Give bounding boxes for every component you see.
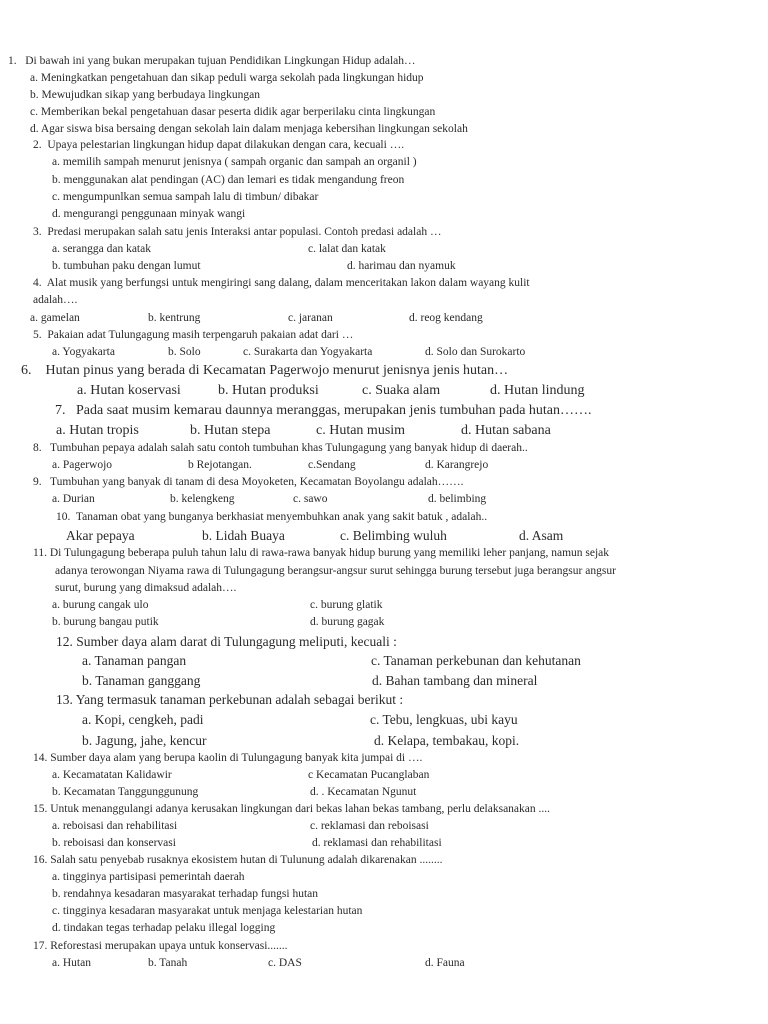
- option-7d: d. Hutan sabana: [461, 423, 551, 438]
- question-9: [33, 477, 464, 489]
- option-4b: b. kentrung: [148, 312, 201, 324]
- option-9c: c. sawo: [293, 493, 328, 505]
- option-12d: d. Bahan tambang dan mineral: [372, 673, 538, 688]
- option-8c: c.Sendang: [308, 459, 356, 471]
- question-11-continuation: surut, burung yang dimaksud adalah….: [55, 582, 237, 594]
- option-8b: b Rejotangan.: [188, 459, 252, 471]
- option-12b: b. Tanaman ganggang: [82, 673, 201, 688]
- option-5a: a. Yogyakarta: [52, 346, 115, 358]
- question-13: [56, 693, 403, 707]
- question-number: 13.: [56, 692, 73, 707]
- option-13c: c. Tebu, lengkuas, ubi kayu: [370, 712, 518, 727]
- option-2c: c. mengumpunlkan semua sampah lalu di timbun/ dibakar: [52, 191, 319, 203]
- question-text: Yang termasuk tanaman perkebunan adalah sebagai berikut :: [75, 692, 404, 707]
- option-4a: a. gamelan: [30, 312, 80, 324]
- option-6c: c. Suaka alam: [362, 383, 441, 398]
- question-text: Salah satu penyebab rusaknya ekosistem hutan di Tulunung adalah dikarenakan ........: [50, 854, 443, 866]
- option-1d: d. Agar siswa bisa bersaing dengan sekolah lain dalam menjaga kebersihan lingkungan sekolah: [30, 123, 468, 135]
- option-2d: d. mengurangi penggunaan minyak wangi: [52, 208, 246, 220]
- question-text: Pakaian adat Tulungagung masih terpengaruh pakaian adat dari …: [47, 329, 354, 341]
- option-10a: Akar pepaya: [66, 528, 135, 543]
- option-14b: b. Kecamatan Tanggunggunung: [52, 786, 199, 798]
- question-8: [33, 443, 528, 455]
- question-7: [55, 404, 592, 418]
- option-2a: a. memilih sampah menurut jenisnya ( sampah organic dan sampah an organil ): [52, 156, 417, 168]
- question-4: [33, 278, 530, 290]
- question-17: [33, 941, 288, 953]
- option-17d: d. Fauna: [425, 957, 465, 969]
- question-number: 2.: [33, 139, 42, 151]
- question-number: 14.: [33, 752, 48, 764]
- option-1a: a. Meningkatkan pengetahuan dan sikap peduli warga sekolah pada lingkungan hidup: [30, 72, 424, 84]
- option-9a: a. Durian: [52, 493, 95, 505]
- option-9d: d. belimbing: [428, 493, 487, 505]
- option-7a: a. Hutan tropis: [56, 423, 139, 438]
- option-15b: b. reboisasi dan konservasi: [52, 837, 176, 849]
- question-text: Tanaman obat yang bunganya berkhasiat menyembuhkan anak yang sakit batuk , adalah..: [75, 511, 488, 523]
- option-2b: b. menggunakan alat pendingan (AC) dan lemari es tidak mengandung freon: [52, 174, 405, 186]
- question-text: Pada saat musim kemarau daunnya meranggas, merupakan jenis tumbuhan pada hutan…….: [76, 403, 592, 418]
- option-11a: a. burung cangak ulo: [52, 599, 149, 611]
- option-8a: a. Pagerwojo: [52, 459, 113, 471]
- question-number: 5.: [33, 329, 42, 341]
- question-number: 9.: [33, 476, 42, 488]
- question-number: 3.: [33, 226, 42, 238]
- option-15c: c. reklamasi dan reboisasi: [310, 820, 429, 832]
- option-16d: d. tindakan tegas terhadap pelaku illegal logging: [52, 922, 276, 934]
- question-2: [33, 140, 404, 152]
- question-11: [33, 548, 609, 560]
- option-10c: c. Belimbing wuluh: [340, 528, 447, 543]
- option-1c: c. Memberikan bekal pengetahuan dasar peserta didik agar berperilaku cinta lingkungan: [30, 106, 436, 118]
- option-3a: a. serangga dan katak: [52, 243, 151, 255]
- question-number: 1.: [8, 55, 17, 67]
- option-4d: d. reog kendang: [409, 312, 483, 324]
- question-16: [33, 855, 442, 867]
- question-11-continuation: adanya terowongan Niyama rawa di Tulungagung berangsur-angsur surut sehingga burung tersebut juga berangsur angsur: [55, 565, 616, 577]
- question-text: Hutan pinus yang berada di Kecamatan Pagerwojo menurut jenisnya jenis hutan…: [45, 363, 509, 378]
- question-number: 10.: [56, 511, 71, 523]
- question-12: [56, 635, 397, 649]
- question-text: Untuk menanggulangi adanya kerusakan lingkungan dari bekas lahan bekas tambang, perlu delaksanakan ....: [50, 803, 551, 815]
- option-16b: b. rendahnya kesadaran masyarakat terhadap fungsi hutan: [52, 888, 318, 900]
- question-text: Sumber daya alam darat di Tulungagung meliputi, kecuali :: [76, 634, 397, 649]
- option-9b: b. kelengkeng: [170, 493, 235, 505]
- option-17c: c. DAS: [268, 957, 302, 969]
- option-17b: b. Tanah: [148, 957, 188, 969]
- question-6: [21, 364, 508, 378]
- option-11d: d. burung gagak: [310, 616, 385, 628]
- question-text: Tumbuhan yang banyak di tanam di desa Moyoketen, Kecamatan Boyolangu adalah…….: [50, 476, 464, 488]
- option-15a: a. reboisasi dan rehabilitasi: [52, 820, 178, 832]
- question-text: Di bawah ini yang bukan merupakan tujuan Pendidikan Lingkungan Hidup adalah…: [25, 55, 416, 67]
- question-text: Predasi merupakan salah satu jenis Interaksi antar populasi. Contoh predasi adalah …: [47, 226, 442, 238]
- question-1: [8, 56, 416, 68]
- question-text: Reforestasi merupakan upaya untuk konservasi.......: [50, 940, 288, 952]
- option-10d: d. Asam: [519, 528, 564, 543]
- option-12a: a. Tanaman pangan: [82, 653, 187, 668]
- option-3d: d. harimau dan nyamuk: [347, 260, 456, 272]
- option-14d: d. . Kecamatan Ngunut: [310, 786, 417, 798]
- question-10: [56, 512, 487, 524]
- question-number: 7.: [55, 403, 66, 418]
- option-13a: a. Kopi, cengkeh, padi: [82, 712, 204, 727]
- option-14a: a. Kecamatatan Kalidawir: [52, 769, 172, 781]
- question-text: Upaya pelestarian lingkungan hidup dapat dilakukan dengan cara, kecuali ….: [47, 139, 405, 151]
- option-6d: d. Hutan lindung: [490, 383, 585, 398]
- option-8d: d. Karangrejo: [425, 459, 489, 471]
- option-13d: d. Kelapa, tembakau, kopi.: [374, 733, 520, 748]
- option-3c: c. lalat dan katak: [308, 243, 386, 255]
- option-17a: a. Hutan: [52, 957, 91, 969]
- option-7b: b. Hutan stepa: [190, 423, 271, 438]
- option-15d: d. reklamasi dan rehabilitasi: [312, 837, 442, 849]
- option-11b: b. burung bangau putik: [52, 616, 159, 628]
- question-4-continuation: adalah….: [33, 294, 78, 306]
- question-text: Di Tulungagung beberapa puluh tahun lalu di rawa-rawa banyak hidup burung yang memiliki leher panjang, namun sejak: [49, 547, 610, 559]
- question-3: [33, 227, 441, 239]
- option-13b: b. Jagung, jahe, kencur: [82, 733, 207, 748]
- question-number: 11.: [33, 547, 47, 559]
- question-number: 4.: [33, 277, 42, 289]
- question-14: [33, 753, 422, 765]
- question-number: 17.: [33, 940, 48, 952]
- option-1b: b. Mewujudkan sikap yang berbudaya lingkungan: [30, 89, 260, 101]
- option-11c: c. burung glatik: [310, 599, 383, 611]
- option-6a: a. Hutan koservasi: [77, 383, 181, 398]
- question-number: 8.: [33, 442, 42, 454]
- question-number: 6.: [21, 363, 32, 378]
- option-7c: c. Hutan musim: [316, 423, 406, 438]
- option-14c: c Kecamatan Pucanglaban: [308, 769, 430, 781]
- question-number: 15.: [33, 803, 48, 815]
- option-16c: c. tingginya kesadaran masyarakat untuk menjaga kelestarian hutan: [52, 905, 363, 917]
- option-12c: c. Tanaman perkebunan dan kehutanan: [371, 653, 581, 668]
- question-text: Sumber daya alam yang berupa kaolin di Tulungagung banyak kita jumpai di ….: [50, 752, 423, 764]
- option-5b: b. Solo: [168, 346, 201, 358]
- option-5c: c. Surakarta dan Yogyakarta: [243, 346, 373, 358]
- option-3b: b. tumbuhan paku dengan lumut: [52, 260, 201, 272]
- option-16a: a. tingginya partisipasi pemerintah daerah: [52, 871, 245, 883]
- question-15: [33, 804, 550, 816]
- question-text: Tumbuhan pepaya adalah salah satu contoh tumbuhan khas Tulungagung yang banyak hidup di daerah..: [50, 442, 528, 454]
- option-6b: b. Hutan produksi: [218, 383, 319, 398]
- question-number: 12.: [56, 634, 73, 649]
- option-4c: c. jaranan: [288, 312, 333, 324]
- question-text: Alat musik yang berfungsi untuk mengiringi sang dalang, dalam menceritakan lakon dalam wayang kulit: [46, 277, 530, 289]
- question-number: 16.: [33, 854, 48, 866]
- option-5d: d. Solo dan Surokarto: [425, 346, 526, 358]
- question-5: [33, 330, 353, 342]
- option-10b: b. Lidah Buaya: [202, 528, 285, 543]
